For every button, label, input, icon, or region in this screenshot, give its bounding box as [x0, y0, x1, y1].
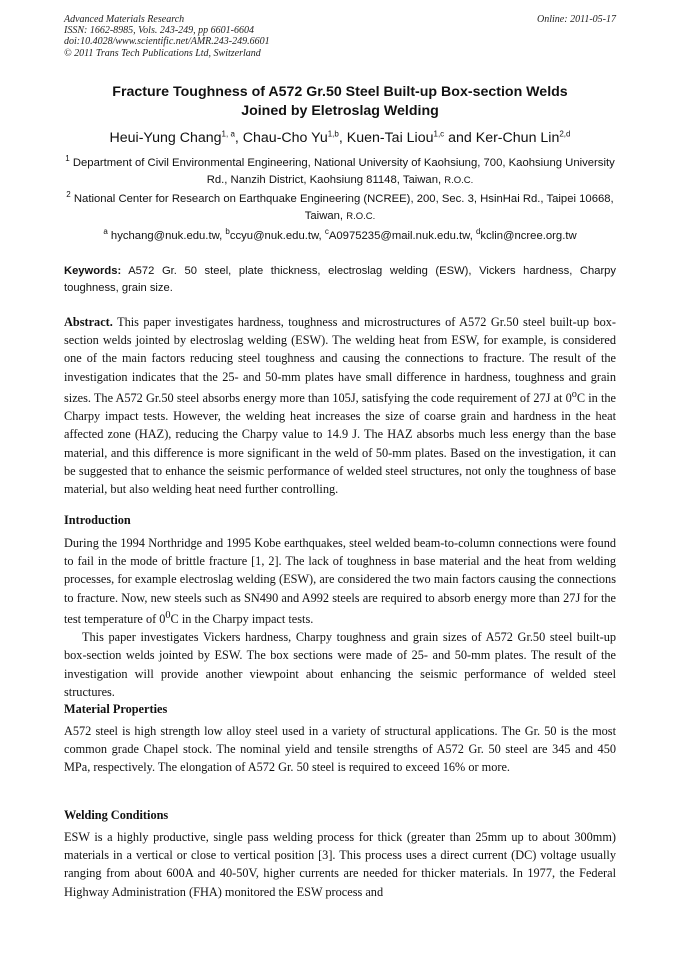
email-mark: d: [475, 227, 481, 237]
introduction-body: [64, 534, 616, 701]
author-separator: ,: [234, 130, 243, 146]
email-mark: a: [103, 227, 108, 237]
affiliation-number: 1: [65, 154, 70, 164]
title-line-2: Joined by Eletroslag Welding: [241, 103, 439, 119]
copyright-line: © 2011 Trans Tech Publications Ltd, Switzerland: [64, 47, 261, 59]
online-date: Online: 2011-05-17: [537, 14, 616, 25]
affiliation-text: National Center for Research on Earthquake Engineering (NCREE), 200, Sec. 3, HsinHai Rd., Taipei 10668, Taiwan,: [70, 193, 614, 222]
abstract-text: This paper investigates hardness, toughness and microstructures of A572 Gr.50 steel built-up box-section welds jointed by electroslag welding (ESW). The welding heat from ESW, for example, is considered one of the main factors reducing steel toughness and causing the connections to fracture. The result of the investigation indicates that the 25- and 50-mm plates have small difference in hardness, toughness and grain sizes. The A572 Gr.50 steel absorbs energy more than 105J, satisfying the code requirement of 27J at 0: [64, 315, 616, 405]
affiliation-country: R.O.C.: [346, 211, 376, 222]
author-separator: ,: [338, 130, 347, 146]
author-name: Heui-Yung Chang: [109, 130, 222, 146]
journal-header: [64, 14, 616, 59]
affiliation-number: 2: [66, 190, 71, 200]
section-heading-introduction: Introduction: [64, 513, 131, 527]
paragraph: This paper investigates Vickers hardness, Charpy toughness and grain sizes of A572 Gr.50 steel built-up box-section welds jointed by ESW. The box sections were made of 25- and 50-mm plates. The result of the investigation will provide another viewpoint about enhancing the seismic performance of welded steel structures.: [64, 630, 616, 699]
affiliation-1: [64, 155, 616, 189]
affiliation-country: R.O.C.: [444, 175, 474, 186]
author-list: [64, 129, 616, 147]
paragraph-text: C in the Charpy impact tests.: [170, 611, 314, 626]
paragraph-text: During the 1994 Northridge and 1995 Kobe earthquakes, steel welded beam-to-column connections were found to fail in the mode of brittle fracture [1, 2]. The lack of toughness in base material and the heat from welding processes, for example electroslag welding (ESW), are considered the two main factors causing the connections to fracture. Now, new steels such as SN490 and A992 steels are required to absorb energy more than 27J for the test temperature of 0: [64, 536, 616, 626]
doi-line: doi:10.4028/www.scientific.net/AMR.243-249.6601: [64, 36, 270, 48]
author-name: Ker-Chun Lin: [475, 130, 560, 146]
author-affiliation-mark: 2,d: [559, 129, 571, 139]
author-affiliation-mark: 1,c: [433, 129, 445, 139]
title-line-1: Fracture Toughness of A572 Gr.50 Steel Built-up Box-section Welds: [112, 84, 568, 100]
email-mark: c: [324, 227, 329, 237]
author-affiliation-mark: 1,b: [327, 129, 339, 139]
affiliation-text: Department of Civil Environmental Engineering, National University of Kaohsiung, 700, Kaohsiung University Rd., Nanzih District, Kaohsiung 81148, Taiwan,: [69, 157, 615, 186]
issn-line: ISSN: 1662-8985, Vols. 243-249, pp 6601-6604: [64, 25, 254, 37]
material-properties-body: A572 steel is high strength low alloy steel used in a variety of structural applications. The Gr. 50 is the most common grade Chapel stock. The nominal yield and tensile strengths of A572 Gr. 50 steel are 345 and 450 MPa, respectively. The elongation of A572 Gr. 50 steel is required to exceed 16% or more.: [64, 724, 616, 775]
email-link[interactable]: hychang@nuk.edu.tw,: [107, 230, 226, 242]
paper-title: [64, 83, 616, 121]
email-link[interactable]: kclin@ncree.org.tw: [480, 230, 577, 242]
author-name: Kuen-Tai Liou: [346, 130, 434, 146]
email-link[interactable]: A0975235@mail.nuk.edu.tw,: [328, 230, 476, 242]
section-heading-welding-conditions: Welding Conditions: [64, 808, 169, 822]
section-heading-material-properties: Material Properties: [64, 702, 168, 716]
degree-mark: 0: [165, 609, 171, 621]
paragraph: [64, 534, 616, 628]
author-separator: and: [444, 130, 476, 146]
keywords: [64, 263, 616, 297]
author-affiliation-mark: 1, a: [221, 129, 235, 139]
abstract: [64, 313, 616, 498]
abstract-text: C in the Charpy impact tests. However, the welding heat increases the size of coarse grain and hardness in the heat affected zone (HAZ), reducing the Charpy value to 14.9 J. The HAZ absorbs much less energy than the base material, and this difference is more significant in the weld of 50-mm plates. Based on the investigation, it can be suggested that to enhance the seismic performance of welded steel structures, not only the toughness of base material, but also welding heat need further controlling.: [64, 390, 616, 496]
degree-mark: o: [571, 388, 577, 400]
abstract-label: Abstract.: [64, 315, 113, 329]
affiliation-2: [64, 191, 616, 225]
email-mark: b: [225, 227, 230, 237]
journal-name: Advanced Materials Research: [64, 14, 185, 25]
keywords-label: Keywords:: [64, 265, 122, 277]
email-link[interactable]: ccyu@nuk.edu.tw,: [229, 230, 325, 242]
welding-conditions-body: ESW is a highly productive, single pass welding process for thick (greater than 25mm up to about 300mm) materials in a vertical or close to vertical position [3]. This process uses a direct current (DC) voltage usually ranging from about 600A and 40-50V, higher currents are needed for thicker materials. In 1977, the Federal Highway Administration (FHA) monitored the ESW process and: [64, 830, 616, 899]
author-name: Chau-Cho Yu: [242, 130, 328, 146]
keywords-text: A572 Gr. 50 steel, plate thickness, electroslag welding (ESW), Vickers hardness, Charpy toughness, grain size.: [64, 265, 616, 294]
author-emails: [64, 228, 616, 245]
